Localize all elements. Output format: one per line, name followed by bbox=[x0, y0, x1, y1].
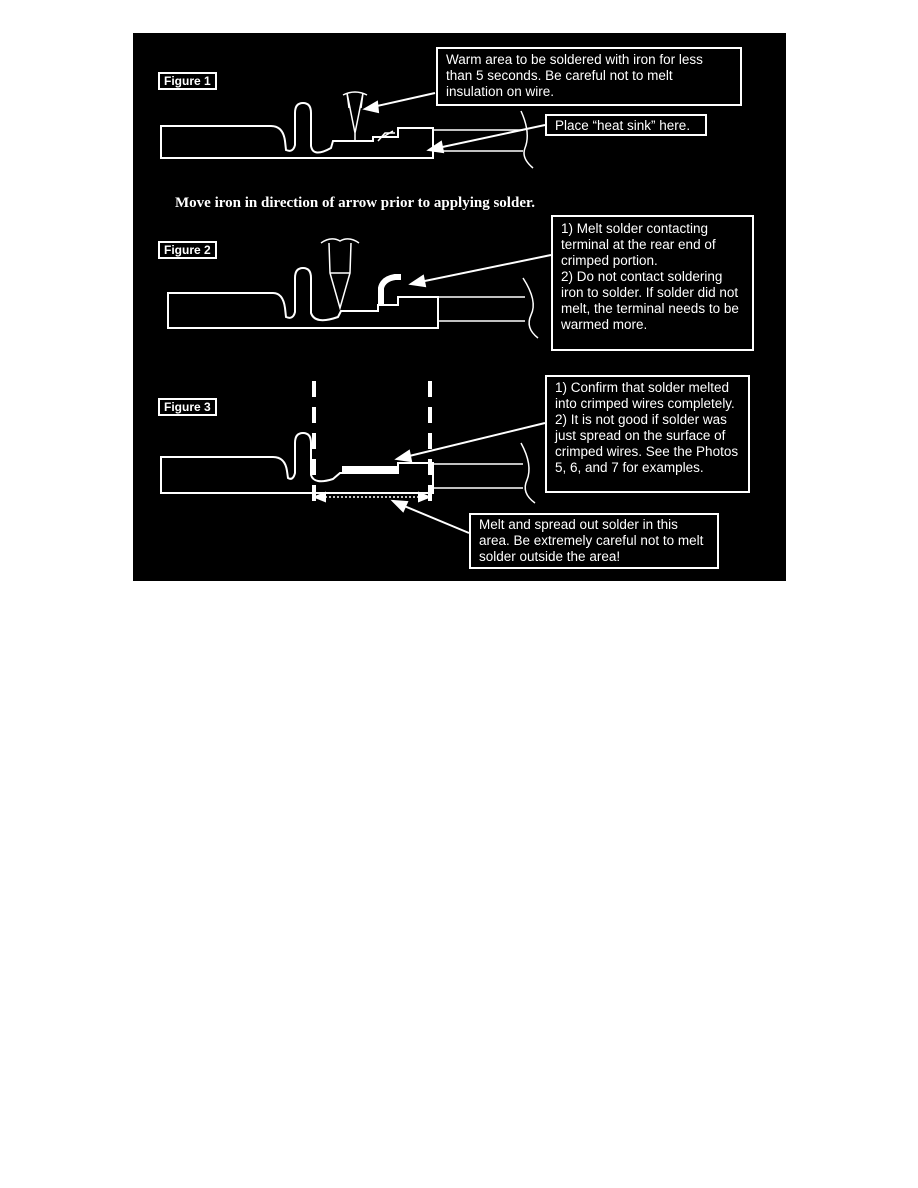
callout-line: just spread on the surface of bbox=[555, 428, 726, 443]
arrowhead-spread-area bbox=[393, 501, 407, 511]
figure-3-drawing bbox=[161, 381, 545, 533]
callout-spread-area bbox=[469, 513, 719, 569]
solder-fill-3 bbox=[343, 467, 398, 473]
arrow-heat-sink bbox=[433, 125, 545, 149]
arrow-confirm-solder bbox=[401, 423, 545, 458]
iron-top-2 bbox=[321, 239, 359, 243]
arrow-spread-area bbox=[397, 503, 469, 533]
callout-confirm-solder bbox=[545, 375, 750, 493]
wire-3 bbox=[433, 464, 523, 488]
callout-line: 2) Do not contact soldering bbox=[561, 269, 723, 284]
callout-melt-solder bbox=[551, 215, 754, 351]
callout-line: crimped portion. bbox=[561, 253, 658, 268]
callout-line: into crimped wires completely. bbox=[555, 396, 735, 411]
span-arrowhead-right bbox=[419, 493, 429, 501]
figure-2-label: Figure 2 bbox=[158, 241, 217, 259]
callout-line: terminal at the rear end of bbox=[561, 237, 716, 252]
wire-break-1 bbox=[521, 111, 533, 168]
wire-2 bbox=[438, 297, 525, 321]
arrowhead-warm-area bbox=[365, 102, 378, 112]
figure-2-drawing bbox=[168, 239, 551, 338]
callout-line: melt, the terminal needs to be bbox=[561, 301, 739, 316]
figure-1-label: Figure 1 bbox=[158, 72, 217, 90]
callout-line: iron to solder. If solder did not bbox=[561, 285, 739, 300]
callout-line: 1) Confirm that solder melted bbox=[555, 380, 730, 395]
soldering-iron-1 bbox=[347, 93, 363, 141]
arrowhead-confirm-solder bbox=[397, 451, 411, 461]
instruction-heading: Move iron in direction of arrow prior to applying solder. bbox=[175, 195, 536, 211]
callout-line: 2) It is not good if solder was bbox=[555, 412, 727, 427]
diagram-panel bbox=[133, 33, 786, 581]
callout-warm-area bbox=[436, 47, 742, 106]
span-arrowhead-left bbox=[315, 493, 325, 501]
callout-heat-sink: Place “heat sink” here. bbox=[545, 114, 707, 136]
arrowhead-melt-solder bbox=[411, 276, 425, 286]
callout-line: than 5 seconds. Be careful not to melt bbox=[446, 68, 673, 83]
figure-3-label: Figure 3 bbox=[158, 398, 217, 416]
terminal-outline-1 bbox=[161, 103, 433, 158]
arrowhead-heat-sink bbox=[429, 142, 443, 152]
soldering-iron-2 bbox=[329, 243, 351, 308]
callout-line: Melt and spread out solder in this bbox=[479, 517, 678, 532]
wire-break-2 bbox=[523, 278, 538, 338]
terminal-outline-3 bbox=[161, 433, 433, 493]
callout-line: Warm area to be soldered with iron for less bbox=[446, 52, 703, 67]
arrow-melt-solder bbox=[415, 255, 551, 283]
callout-line: solder outside the area! bbox=[479, 549, 621, 564]
callout-line: area. Be extremely careful not to melt bbox=[479, 533, 704, 548]
callout-line: warmed more. bbox=[561, 317, 648, 332]
callout-line: 1) Melt solder contacting bbox=[561, 221, 709, 236]
callout-line: insulation on wire. bbox=[446, 84, 555, 99]
callout-line: 5, 6, and 7 for examples. bbox=[555, 460, 704, 475]
callout-line: crimped wires. See the Photos bbox=[555, 444, 739, 459]
wire-break-3 bbox=[521, 443, 535, 503]
